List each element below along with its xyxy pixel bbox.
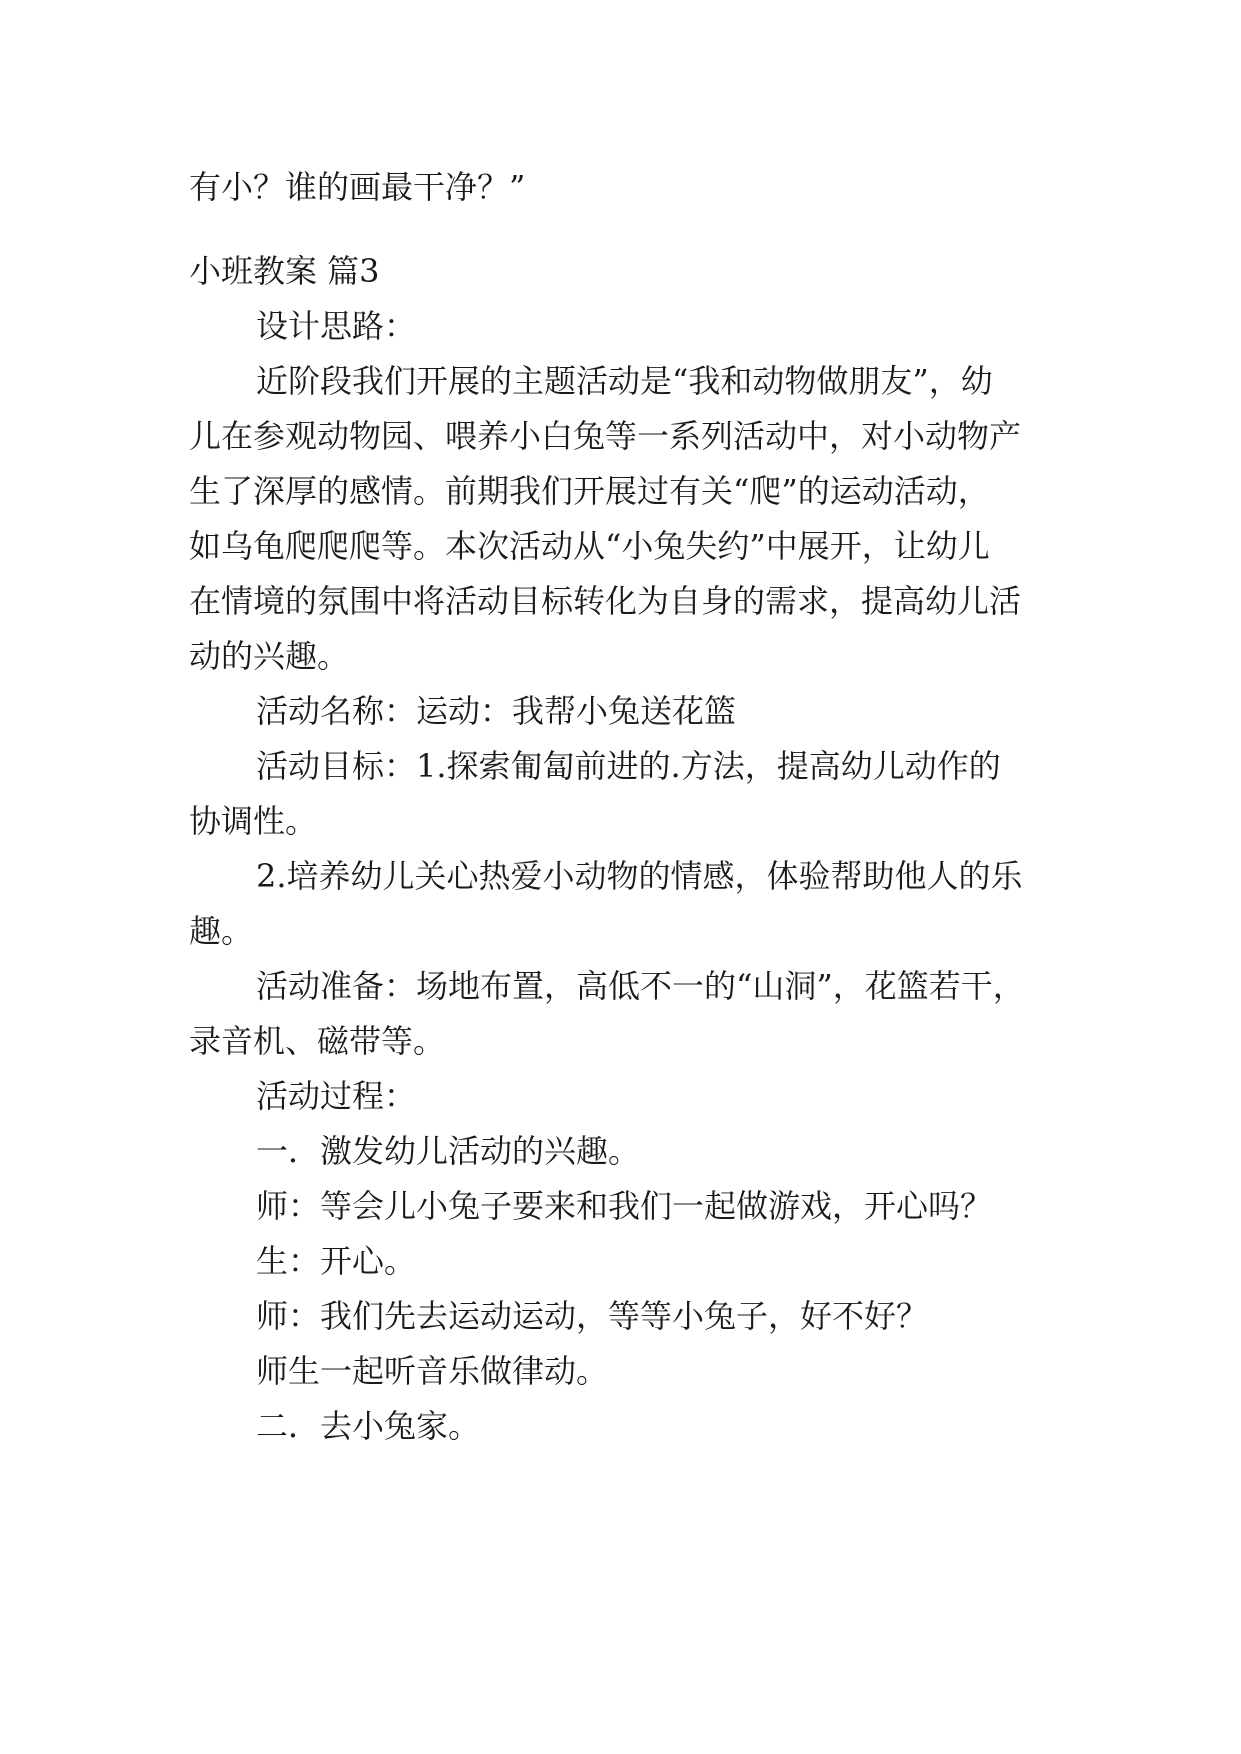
text-line: 录音机、磁带等。 <box>189 1022 446 1060</box>
text-line: 儿在参观动物园、喂养小白兔等一系列活动中，对小动物产 <box>189 417 1022 455</box>
text-line: 师生一起听音乐做律动。 <box>256 1352 609 1390</box>
text-line: 师：等会儿小兔子要来和我们一起做游戏，开心吗？ <box>256 1187 993 1225</box>
text-line: 活动名称：运动：我帮小兔送花篮 <box>256 692 737 730</box>
text-line: 在情境的氛围中将活动目标转化为自身的需求，提高幼儿活 <box>189 582 1022 620</box>
text-line: 活动准备：场地布置，高低不一的“山洞”，花篮若干， <box>256 967 1025 1005</box>
text-line: 协调性。 <box>189 802 318 840</box>
text-line: 2.培养幼儿关心热爱小动物的情感，体验帮助他人的乐 <box>256 857 1023 895</box>
text-line: 动的兴趣。 <box>189 637 350 675</box>
text-line: 一．激发幼儿活动的兴趣。 <box>256 1132 641 1170</box>
text-line: 二．去小兔家。 <box>256 1407 481 1445</box>
text-line: 生：开心。 <box>256 1242 417 1280</box>
text-line: 设计思路： <box>256 307 417 345</box>
text-line: 趣。 <box>189 912 254 950</box>
text-line: 师：我们先去运动运动，等等小兔子，好不好？ <box>256 1297 929 1335</box>
section-heading: 小班教案 篇3 <box>189 252 380 290</box>
text-line: 近阶段我们开展的主题活动是“我和动物做朋友”，幼 <box>256 362 993 400</box>
text-line: 有小？谁的画最干净？” <box>189 168 526 206</box>
text-line: 生了深厚的感情。前期我们开展过有关“爬”的运动活动， <box>189 472 990 510</box>
text-line: 活动过程： <box>256 1077 417 1115</box>
text-line: 如乌龟爬爬爬等。本次活动从“小兔失约”中展开，让幼儿 <box>189 527 990 565</box>
text-line: 活动目标：1.探索匍匐前进的.方法，提高幼儿动作的 <box>256 747 1001 785</box>
